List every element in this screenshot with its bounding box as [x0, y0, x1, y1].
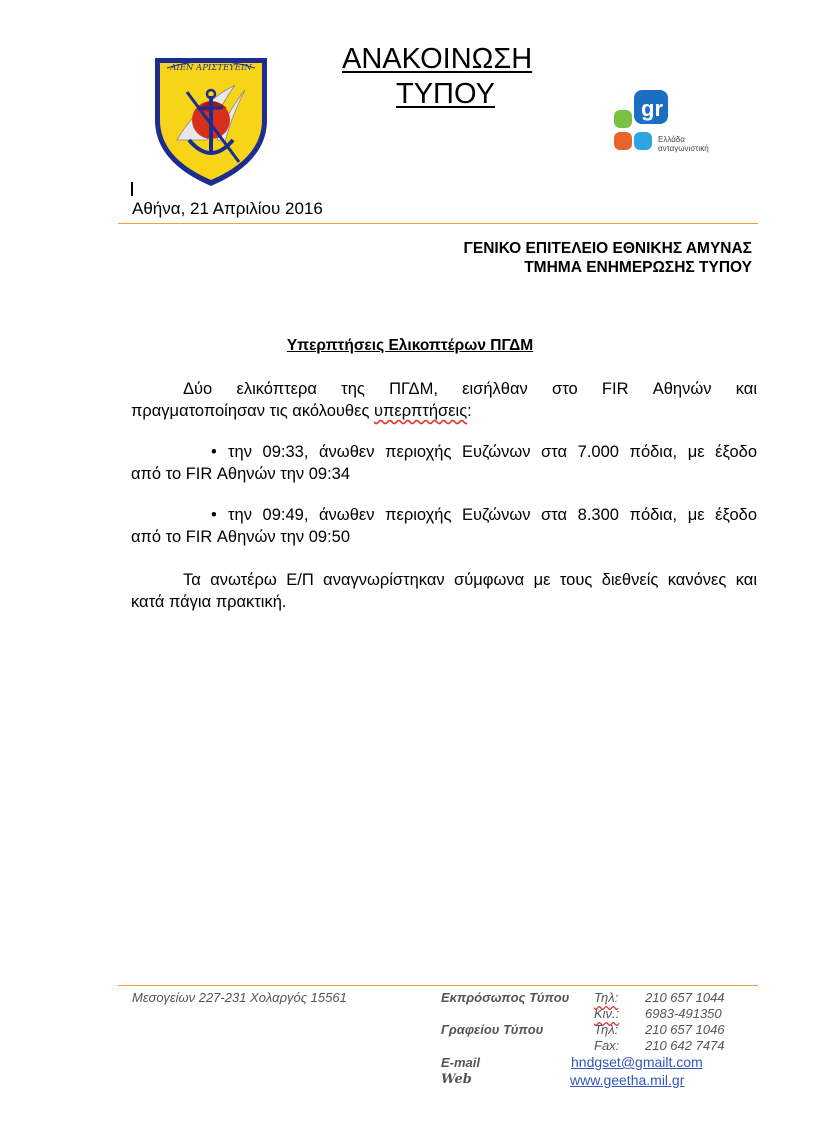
fax-value: 210 642 7474 [645, 1038, 725, 1053]
bullet-dot-icon: • [211, 506, 217, 524]
tel-label [594, 990, 618, 1005]
bullet-line [131, 504, 757, 526]
mobile-label [594, 1006, 619, 1021]
intro-line-2-misspelled: υπερπτήσεις [374, 402, 468, 420]
bullet-item [131, 504, 757, 548]
gr-logo-caption-2: ανταγωνιστική [658, 144, 709, 153]
footer-divider [118, 985, 758, 986]
email-link-wrap[interactable] [571, 1054, 703, 1070]
email-link[interactable]: hndgset@gmailt.com [571, 1054, 703, 1070]
organization-name: ΓΕΝΙΚΟ ΕΠΙΤΕΛΕΙΟ ΕΘΝΙΚΗΣ ΑΜΥΝΑΣ [463, 240, 752, 257]
header-divider [118, 223, 758, 224]
web-link-wrap[interactable] [570, 1072, 684, 1088]
emblem-motto: ΑΙΕΝ ΑΡΙΣΤΕΥΕΙΝ [170, 63, 252, 73]
greece-competitive-logo [612, 88, 722, 164]
tel2-value: 210 657 1046 [645, 1022, 725, 1037]
web-link[interactable]: www.geetha.mil.gr [570, 1072, 685, 1088]
intro-line-2 [131, 402, 472, 420]
gr-logo-caption-1: Ελλάδα [658, 135, 685, 144]
tel-value: 210 657 1044 [645, 990, 725, 1005]
web-label: Web [441, 1072, 472, 1087]
spokesman-label: Εκπρόσωπος Τύπου [441, 990, 570, 1005]
military-emblem-logo [147, 50, 275, 190]
bullet-dot-icon: • [211, 443, 217, 461]
document-date: Αθήνα, 21 Απριλίου 2016 [132, 199, 323, 218]
intro-paragraph [131, 378, 757, 422]
intro-line-2-colon: : [467, 402, 472, 420]
closing-line-2: κατά πάγια πρακτική. [131, 593, 287, 611]
fax-label: Fax: [594, 1038, 620, 1053]
bullet-1-line-2: από το FIR Αθηνών την 09:34 [131, 465, 351, 483]
bullet-1-line-1: την 09:33, άνωθεν περιοχής Ευζώνων στα 7.000 πόδια, με έξοδο [228, 443, 757, 461]
bullet-2-line-2: από το FIR Αθηνών την 09:50 [131, 528, 351, 546]
intro-line-1: Δύο ελικόπτερα της ΠΓΔΜ, εισήλθαν στο FIR Αθηνών και [183, 380, 757, 398]
mobile-label-text: Κιν.: [594, 1006, 620, 1021]
gr-logo-text: gr [641, 96, 663, 121]
intro-line-2-text: πραγματοποίησαν τις ακόλουθες [131, 402, 374, 420]
email-label: E-mail [441, 1055, 481, 1070]
document-subject: Υπερπτήσεις Ελικοπτέρων ΠΓΔΜ [286, 337, 534, 354]
department-name: ΤΜΗΜΑ ΕΝΗΜΕΡΩΣΗΣ ΤΥΠΟΥ [524, 259, 752, 276]
closing-line-1: Τα ανωτέρω Ε/Π αναγνωρίστηκαν σύμφωνα με τους διεθνείς κανόνες και [183, 571, 757, 589]
bullet-item [131, 441, 757, 485]
tel2-label: Τηλ: [594, 1022, 619, 1037]
closing-paragraph [131, 569, 757, 613]
bullet-line [131, 441, 757, 463]
title-line-1: ΑΝΑΚΟΙΝΩΣΗ [342, 43, 533, 75]
title-line-2: ΤΥΠΟΥ [396, 78, 495, 110]
press-office-label: Γραφείου Τύπου [441, 1022, 544, 1037]
text-cursor [131, 182, 133, 196]
bullet-2-line-1: την 09:49, άνωθεν περιοχής Ευζώνων στα 8.300 πόδια, με έξοδο [228, 506, 757, 524]
mobile-value: 6983-491350 [645, 1006, 722, 1021]
footer-address: Μεσογείων 227-231 Χολαργός 15561 [132, 990, 347, 1005]
tel-label-text: Τηλ: [594, 990, 619, 1005]
